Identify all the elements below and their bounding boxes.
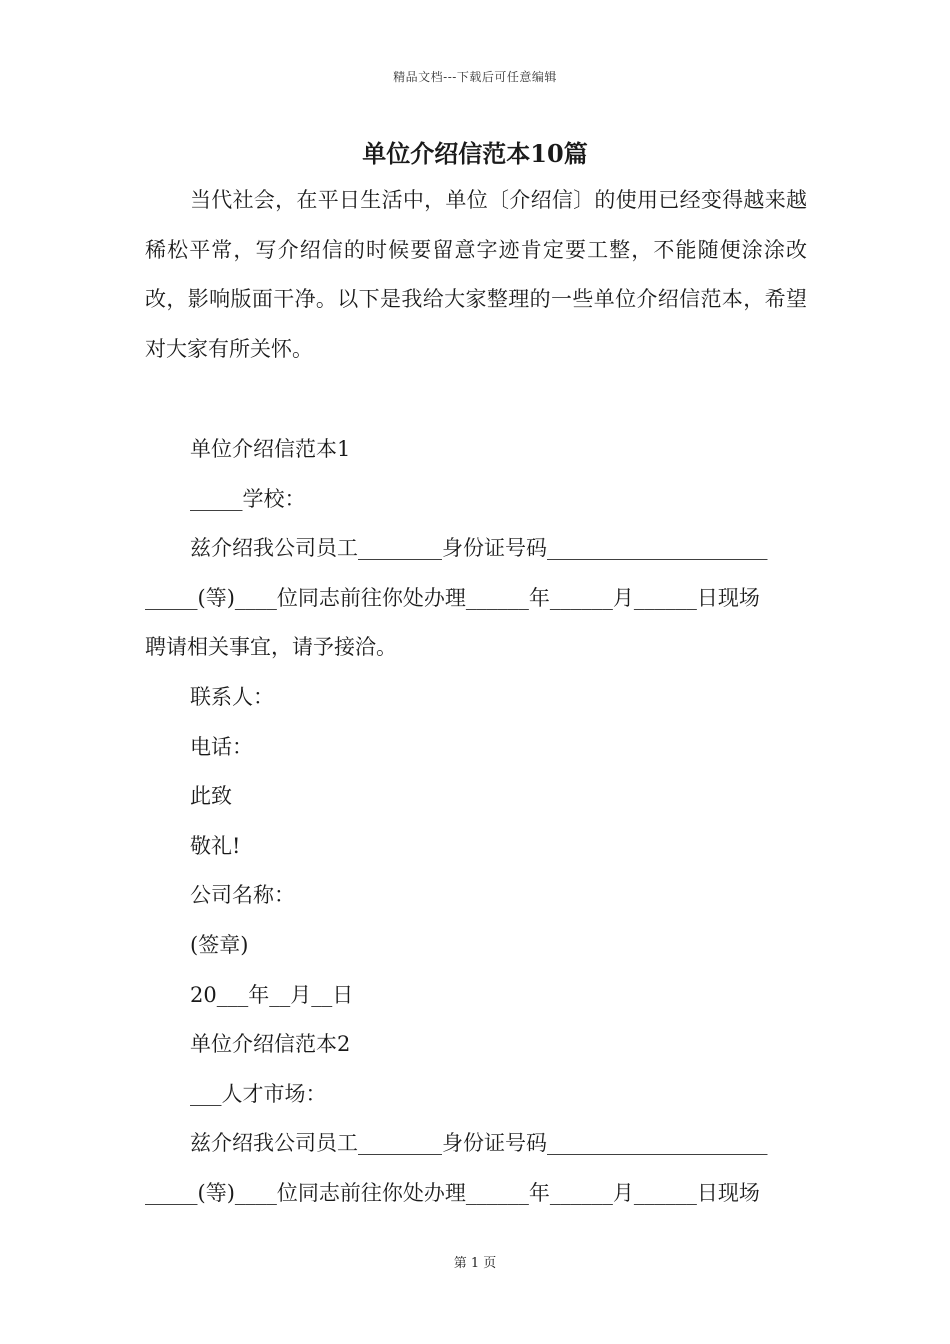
sample-2-heading: 单位介绍信范本2 bbox=[190, 1032, 351, 1057]
sample-1-closing-2: 敬礼! bbox=[190, 833, 241, 858]
page-header: 精品文档---下载后可任意编辑 bbox=[393, 70, 557, 84]
sample-1-body-line-3: 聘请相关事宜，请予接洽。 bbox=[145, 635, 397, 660]
sample-1-seal: (签章) bbox=[190, 932, 249, 957]
sample-1-date: 20___年__月__日 bbox=[190, 982, 354, 1007]
document-title: 单位介绍信范本10篇 bbox=[362, 139, 588, 168]
sample-1-phone: 电话： bbox=[190, 734, 253, 759]
sample-1-body-line-2: _____(等)____位同志前往你处办理______年______月______日现场 bbox=[145, 585, 760, 610]
sample-1-recipient: _____学校： bbox=[190, 486, 306, 511]
sample-1-contact: 联系人： bbox=[190, 684, 274, 709]
page-number: 第 1 页 bbox=[453, 1256, 497, 1271]
sample-1-heading: 单位介绍信范本1 bbox=[190, 437, 351, 461]
sample-2-body-line-2: _____(等)____位同志前往你处办理______年______月______日现场 bbox=[145, 1180, 760, 1205]
sample-1-body-line-1: 兹介绍我公司员工________身份证号码_____________________ bbox=[190, 536, 768, 561]
sample-1-closing-1: 此致 bbox=[190, 784, 232, 809]
sample-2-recipient: ___人才市场： bbox=[190, 1081, 327, 1106]
letter-samples bbox=[145, 425, 807, 1219]
sample-2-body-line-1: 兹介绍我公司员工________身份证号码_____________________ bbox=[190, 1131, 768, 1156]
intro-paragraph: 当代社会，在平日生活中，单位〔介绍信〕的使用已经变得越来越稀松平常，写介绍信的时候要留意字迹肯定要工整，不能随便涂涂改改，影响版面干净。以下是我给大家整理的一些单位介绍信范本，希望对大家有所关怀。 bbox=[145, 188, 807, 361]
sample-1-company: 公司名称： bbox=[190, 883, 295, 908]
